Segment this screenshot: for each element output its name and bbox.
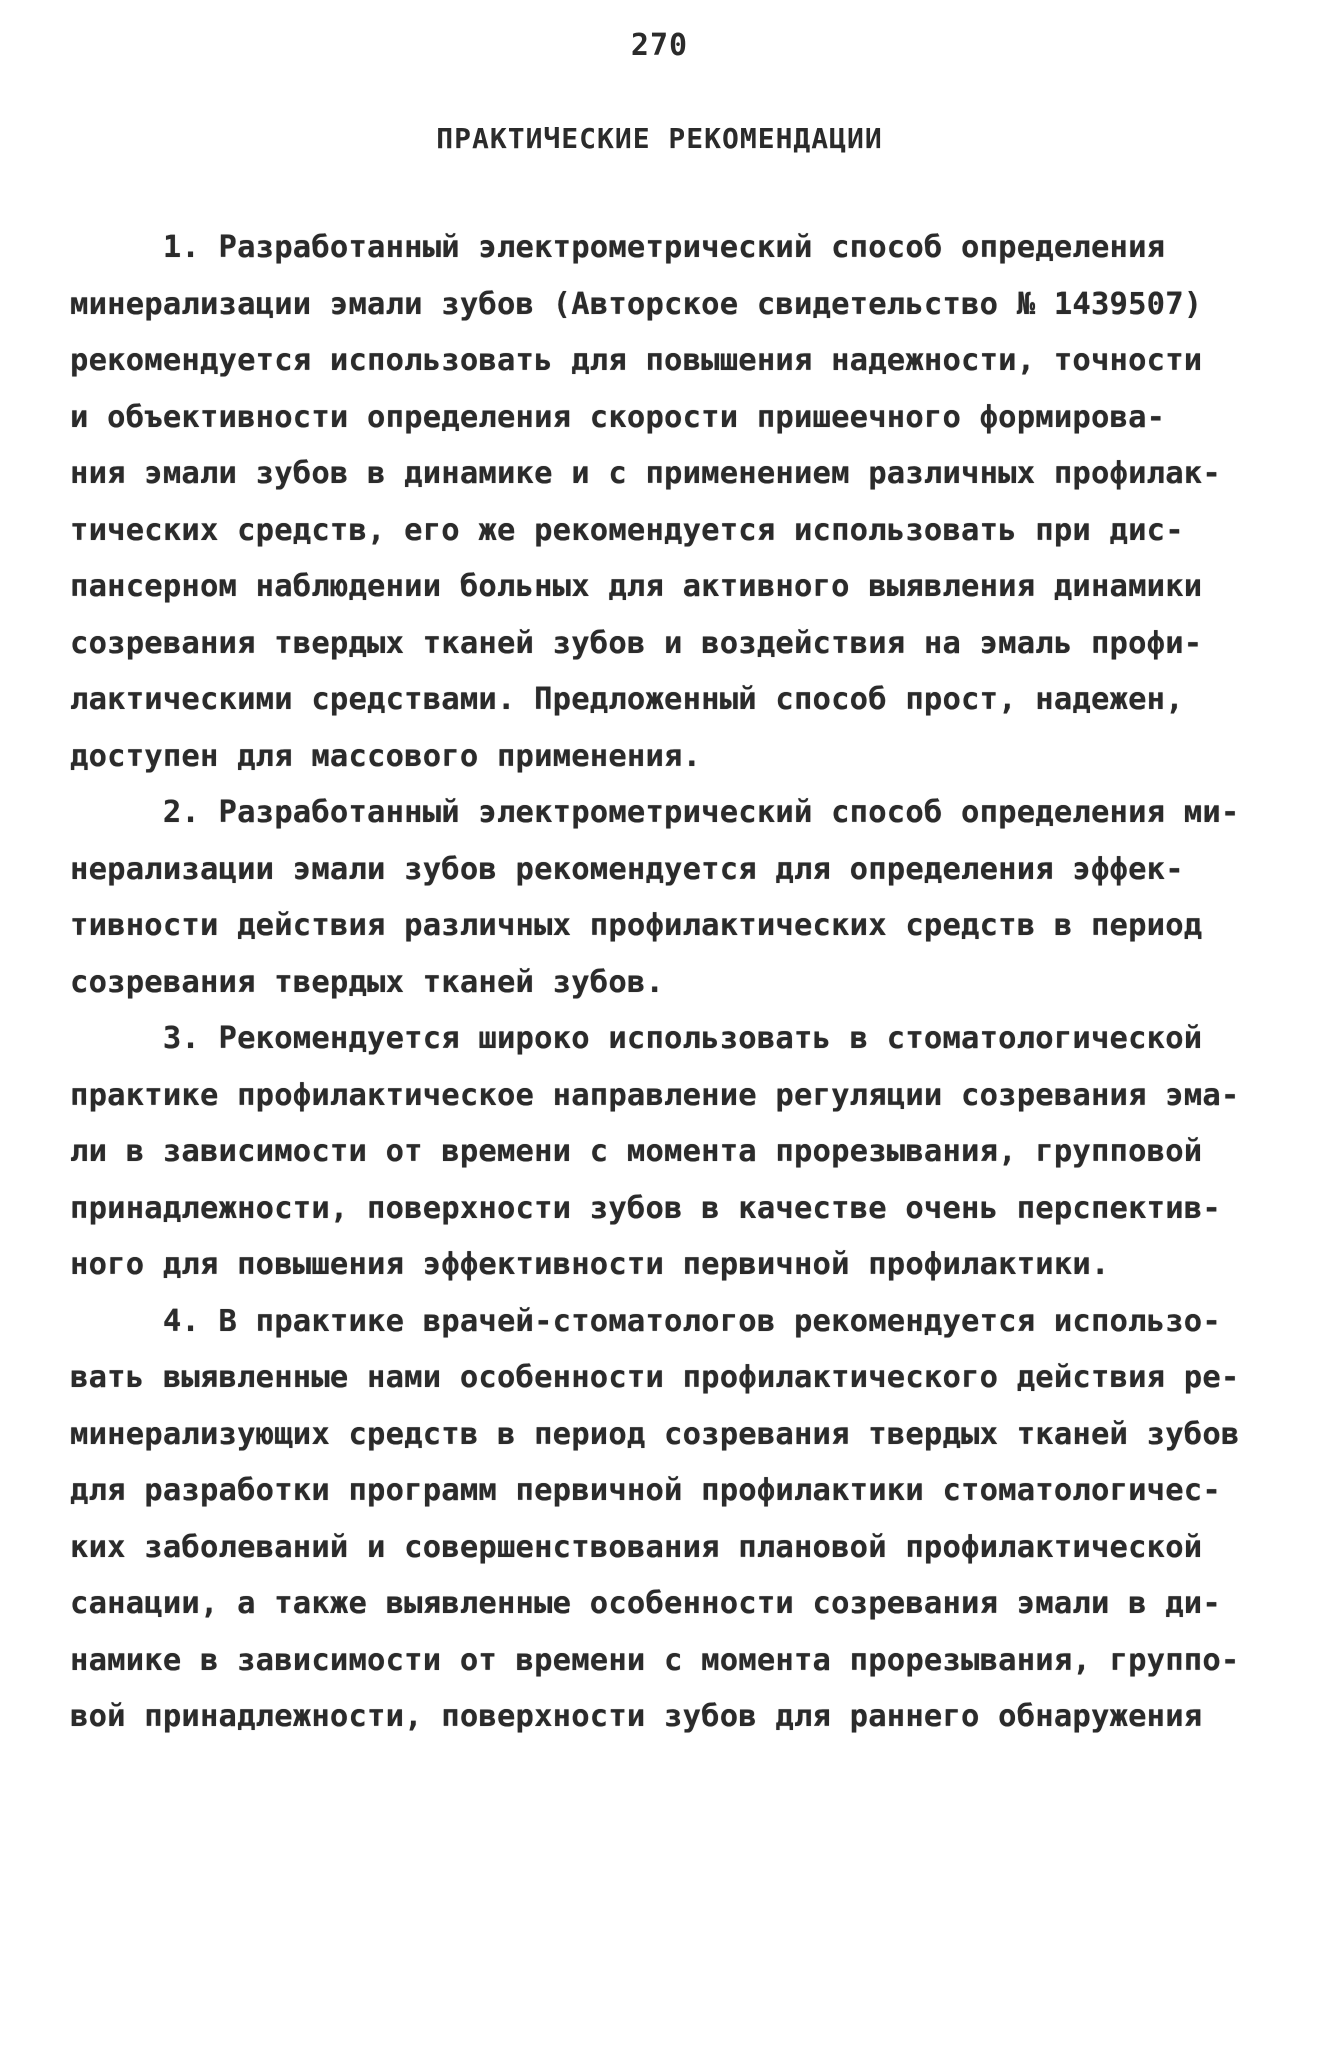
text-line: 1. Разработанный электрометрический способ определения [70, 230, 1166, 265]
text-line: нерализации эмали зубов рекомендуется для определения эффек- [70, 851, 1184, 887]
text-line: 2. Разработанный электрометрический способ определения ми- [70, 795, 1240, 830]
text-line: практике профилактическое направление регуляции созревания эма- [70, 1077, 1240, 1113]
section-heading: ПРАКТИЧЕСКИЕ РЕКОМЕНДАЦИИ [436, 122, 883, 155]
text-line: ного для повышения эффективности первичной профилактики. [70, 1247, 1110, 1282]
page-number: 270 [630, 28, 689, 63]
text-line: тических средств, его же рекомендуется использовать при дис- [70, 512, 1184, 548]
text-line: доступен для массового применения. [70, 738, 702, 774]
text-line: ких заболеваний и совершенствования плановой профилактической [70, 1529, 1203, 1565]
text-line: принадлежности, поверхности зубов в качестве очень перспектив- [70, 1190, 1221, 1226]
text-line: лактическими средствами. Предложенный способ прост, надежен, [70, 682, 1184, 717]
text-line: намике в зависимости от времени с момента прорезывания, группо- [70, 1642, 1240, 1678]
text-line: вой принадлежности, поверхности зубов для раннего обнаружения [70, 1699, 1203, 1734]
body-text [70, 220, 1255, 1746]
text-line: 3. Рекомендуется широко использовать в стоматологической [70, 1021, 1203, 1056]
text-line: минерализации эмали зубов (Авторское свидетельство № 1439507) [70, 286, 1203, 322]
text-line: созревания твердых тканей зубов. [70, 964, 665, 1000]
text-line: пансерном наблюдении больных для активного выявления динамики [70, 569, 1203, 604]
text-line: рекомендуется использовать для повышения надежности, точности [70, 343, 1203, 378]
text-line: ли в зависимости от времени с момента прорезывания, групповой [70, 1134, 1203, 1169]
text-line: тивности действия различных профилактических средств в период [70, 908, 1203, 943]
text-line: минерализующих средств в период созревания твердых тканей зубов [70, 1416, 1240, 1452]
text-line: вать выявленные нами особенности профилактического действия ре- [70, 1360, 1240, 1395]
text-line: 4. В практике врачей-стоматологов рекомендуется использо- [70, 1303, 1221, 1339]
text-line: и объективности определения скорости пришеечного формирова- [70, 399, 1166, 435]
text-line: санации, а также выявленные особенности созревания эмали в ди- [70, 1586, 1221, 1621]
text-line: для разработки программ первичной профилактики стоматологичес- [70, 1473, 1221, 1508]
text-line: ния эмали зубов в динамике и с применением различных профилак- [70, 456, 1221, 491]
text-line: созревания твердых тканей зубов и воздействия на эмаль профи- [70, 625, 1203, 661]
